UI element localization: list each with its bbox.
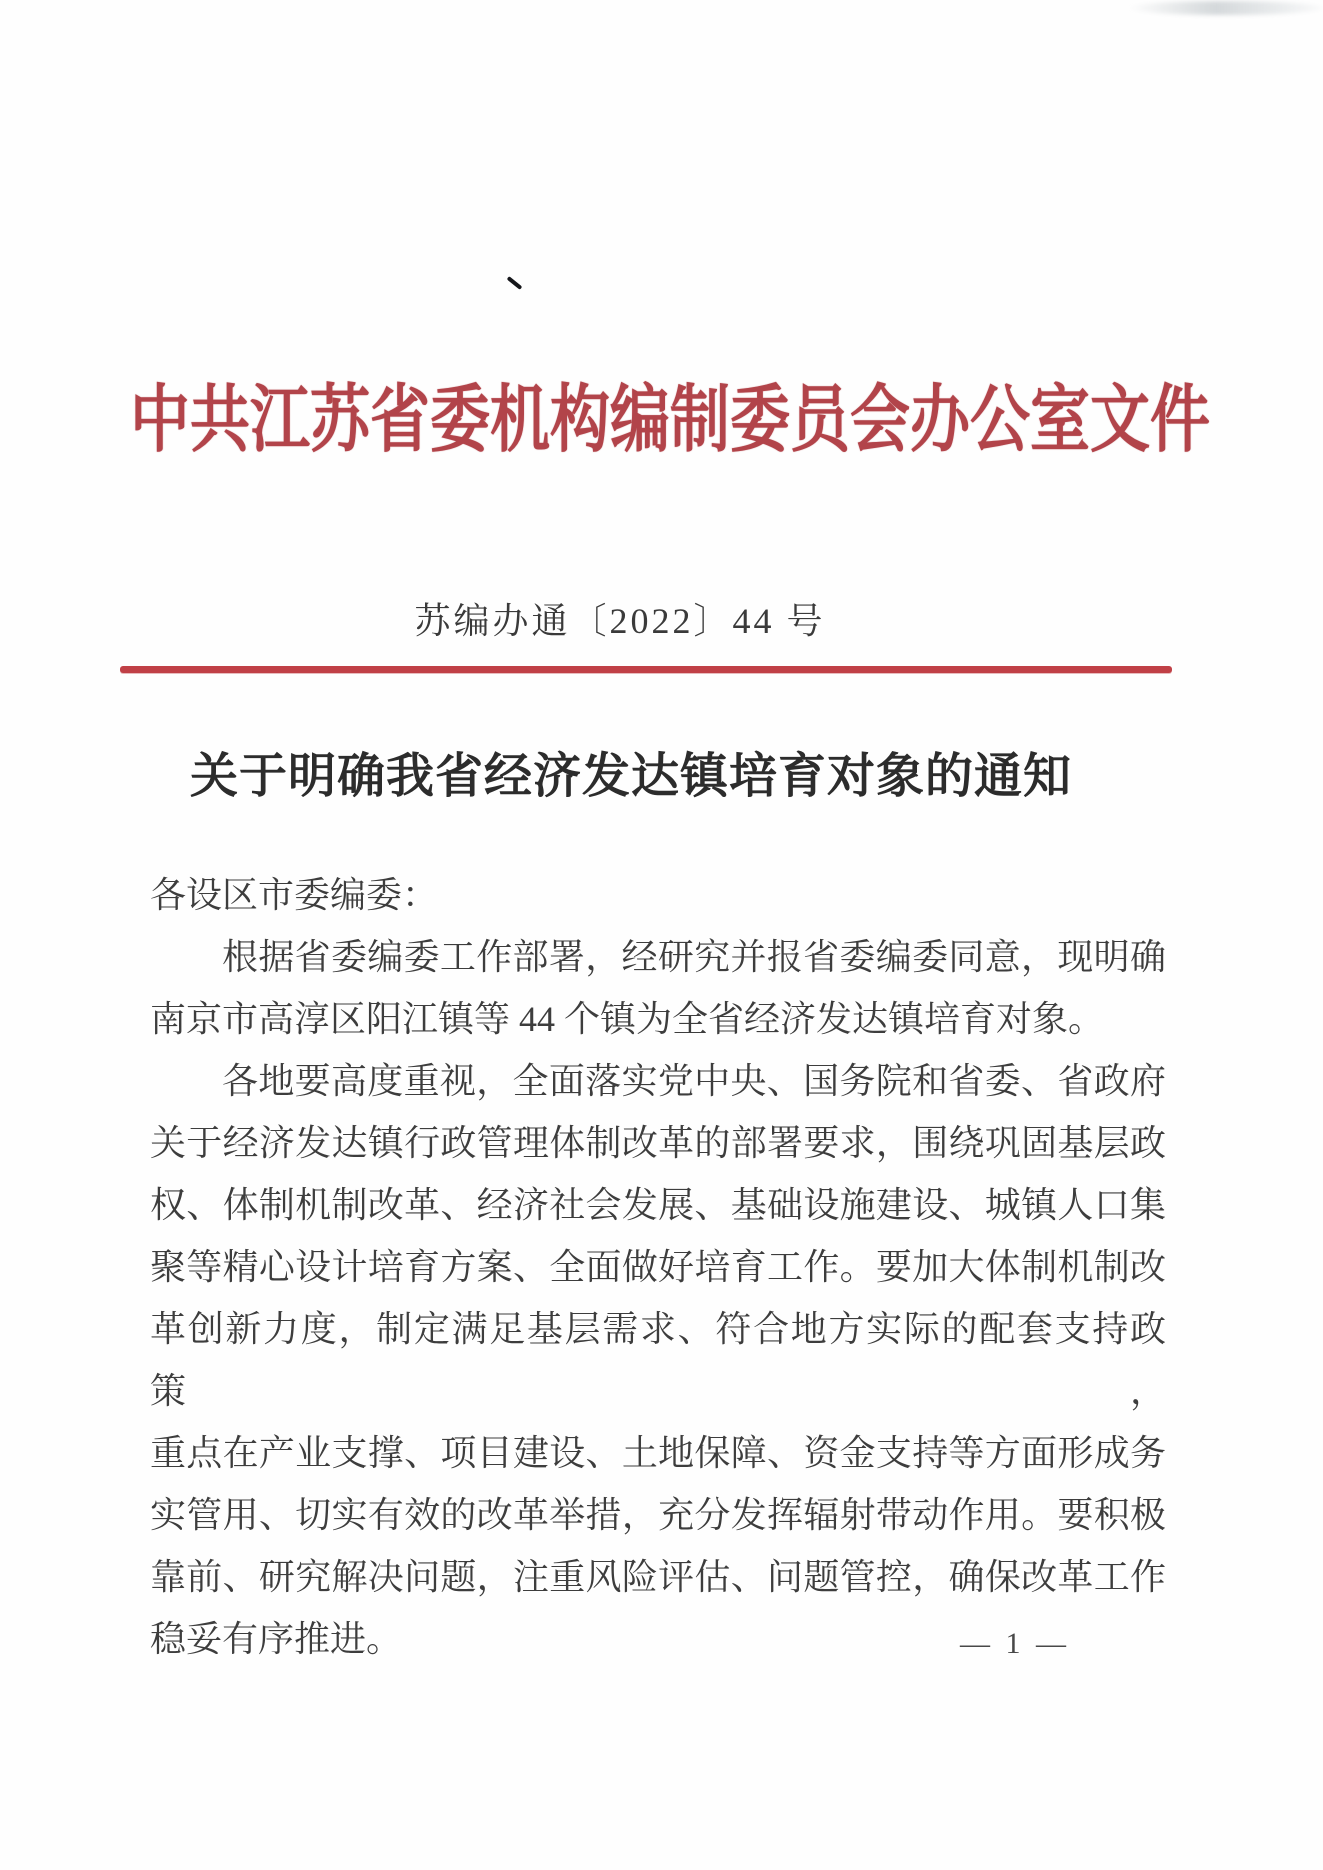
body-line: 南京市高淳区阳江镇等 44 个镇为全省经济发达镇培育对象。 — [150, 999, 1105, 1039]
body-line: 根据省委编委工作部署，经研究并报省委编委同意，现明确 — [222, 937, 1166, 977]
salutation-line: 各设区市委编委： — [150, 875, 439, 915]
document-body — [150, 864, 1166, 1670]
body-line: 聚等精心设计培育方案、全面做好培育工作。要加大体制机制改 — [150, 1247, 1166, 1287]
body-line: 实管用、切实有效的改革举措，充分发挥辐射带动作用。要积极 — [150, 1495, 1166, 1535]
body-line: 靠前、研究解决问题，注重风险评估、问题管控，确保改革工作 — [150, 1557, 1166, 1597]
body-line: 稳妥有序推进。 — [150, 1619, 403, 1659]
document-masthead: 中共江苏省委机构编制委员会办公室文件 — [130, 380, 1210, 461]
body-line: 重点在产业支撑、项目建设、土地保障、资金支持等方面形成务 — [150, 1433, 1166, 1473]
red-divider-line — [120, 666, 1172, 673]
body-line: 各地要高度重视，全面落实党中央、国务院和省委、省政府 — [222, 1061, 1166, 1101]
body-line: 权、体制机制改革、经济社会发展、基础设施建设、城镇人口集 — [150, 1185, 1166, 1225]
page-number: — 1 — — [960, 1627, 1070, 1660]
body-line: 关于经济发达镇行政管理体制改革的部署要求，围绕巩固基层政 — [150, 1123, 1166, 1163]
scan-artifact — [1128, 1, 1323, 15]
pen-mark — [507, 276, 523, 290]
document-number: 苏编办通〔2022〕44 号 — [414, 601, 826, 641]
document-title: 关于明确我省经济发达镇培育对象的通知 — [189, 750, 1072, 803]
body-line: 革创新力度，制定满足基层需求、符合地方实际的配套支持政策， — [150, 1309, 1166, 1411]
